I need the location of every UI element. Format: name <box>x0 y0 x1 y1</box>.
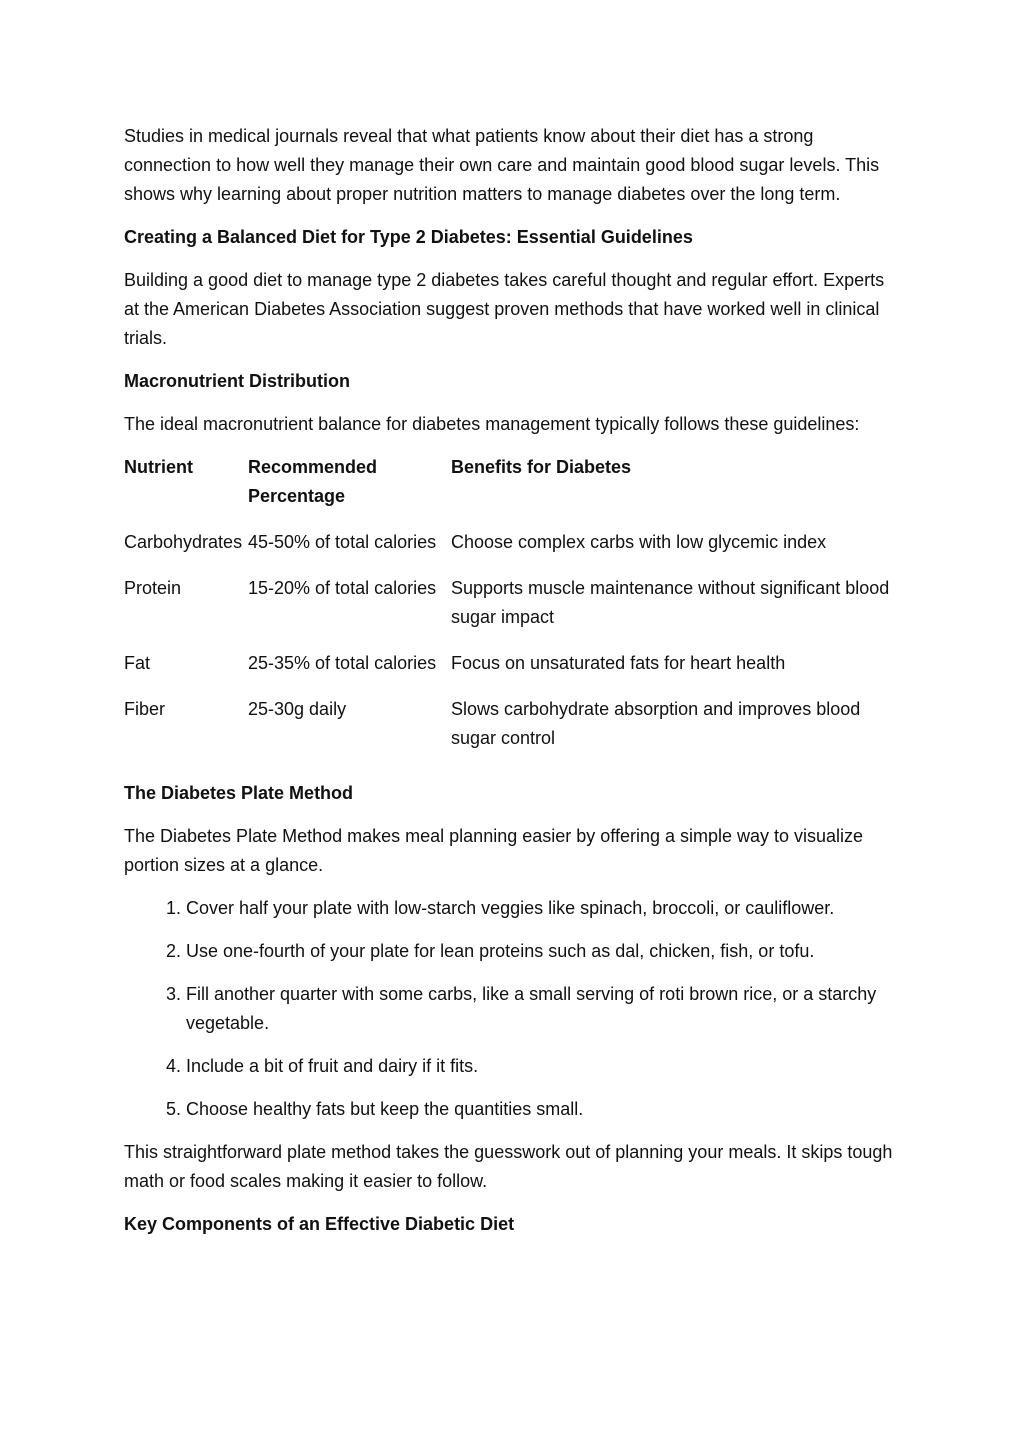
plate-method-paragraph: The Diabetes Plate Method makes meal planning easier by offering a simple way to visualize portion sizes at a glance. <box>124 826 864 875</box>
document-page <box>124 122 899 1253</box>
list-item: 4. Include a bit of fruit and dairy if it fits. <box>186 1052 899 1081</box>
header-nutrient: Nutrient <box>124 457 193 477</box>
header-recommended-percentage: Recommended Percentage <box>248 457 378 506</box>
macronutrient-table <box>122 453 897 770</box>
macronutrient-paragraph: The ideal macronutrient balance for diabetes management typically follows these guidelines: <box>124 414 860 434</box>
table-row <box>122 695 897 770</box>
cell-benefit: Choose complex carbs with low glycemic index <box>451 532 827 552</box>
macronutrient-heading: Macronutrient Distribution <box>124 371 350 391</box>
plate-method-heading: The Diabetes Plate Method <box>124 783 354 803</box>
cell-percentage: 45-50% of total calories <box>248 532 437 552</box>
header-benefits: Benefits for Diabetes <box>451 457 632 477</box>
balanced-diet-paragraph: Building a good diet to manage type 2 diabetes takes careful thought and regular effort. Experts at the American Diabetes Association suggest proven methods that have worked well in clinical trials. <box>124 270 885 348</box>
balanced-diet-heading: Creating a Balanced Diet for Type 2 Diabetes: Essential Guidelines <box>124 227 693 247</box>
cell-percentage: 15-20% of total calories <box>248 578 437 598</box>
cell-benefit: Focus on unsaturated fats for heart health <box>451 653 786 673</box>
list-item: 3. Fill another quarter with some carbs, like a small serving of roti brown rice, or a starchy vegetable. <box>186 980 899 1038</box>
cell-percentage: 25-30g daily <box>248 699 347 719</box>
cell-benefit: Slows carbohydrate absorption and improves blood sugar control <box>451 699 861 748</box>
cell-benefit: Supports muscle maintenance without significant blood sugar impact <box>451 578 890 627</box>
intro-paragraph: Studies in medical journals reveal that what patients know about their diet has a strong connection to how well they manage their own care and maintain good blood sugar levels. This shows why learning about proper nutrition matters to manage diabetes over the long term. <box>124 126 880 204</box>
table-row <box>122 649 897 695</box>
cell-percentage: 25-35% of total calories <box>248 653 437 673</box>
cell-nutrient: Fat <box>124 653 151 673</box>
cell-nutrient: Carbohydrates <box>124 532 243 552</box>
table-row <box>122 574 897 649</box>
cell-nutrient: Protein <box>124 578 182 598</box>
key-components-heading: Key Components of an Effective Diabetic Diet <box>124 1214 515 1234</box>
cell-nutrient: Fiber <box>124 699 166 719</box>
plate-method-steps <box>124 894 899 1124</box>
list-item: 1. Cover half your plate with low-starch veggies like spinach, broccoli, or cauliflower. <box>186 894 899 923</box>
list-item: 5. Choose healthy fats but keep the quantities small. <box>186 1095 899 1124</box>
table-header-row <box>122 453 897 528</box>
list-item: 2. Use one-fourth of your plate for lean proteins such as dal, chicken, fish, or tofu. <box>186 937 899 966</box>
plate-method-closing: This straightforward plate method takes the guesswork out of planning your meals. It skips tough math or food scales making it easier to follow. <box>124 1142 893 1191</box>
table-row <box>122 528 897 574</box>
